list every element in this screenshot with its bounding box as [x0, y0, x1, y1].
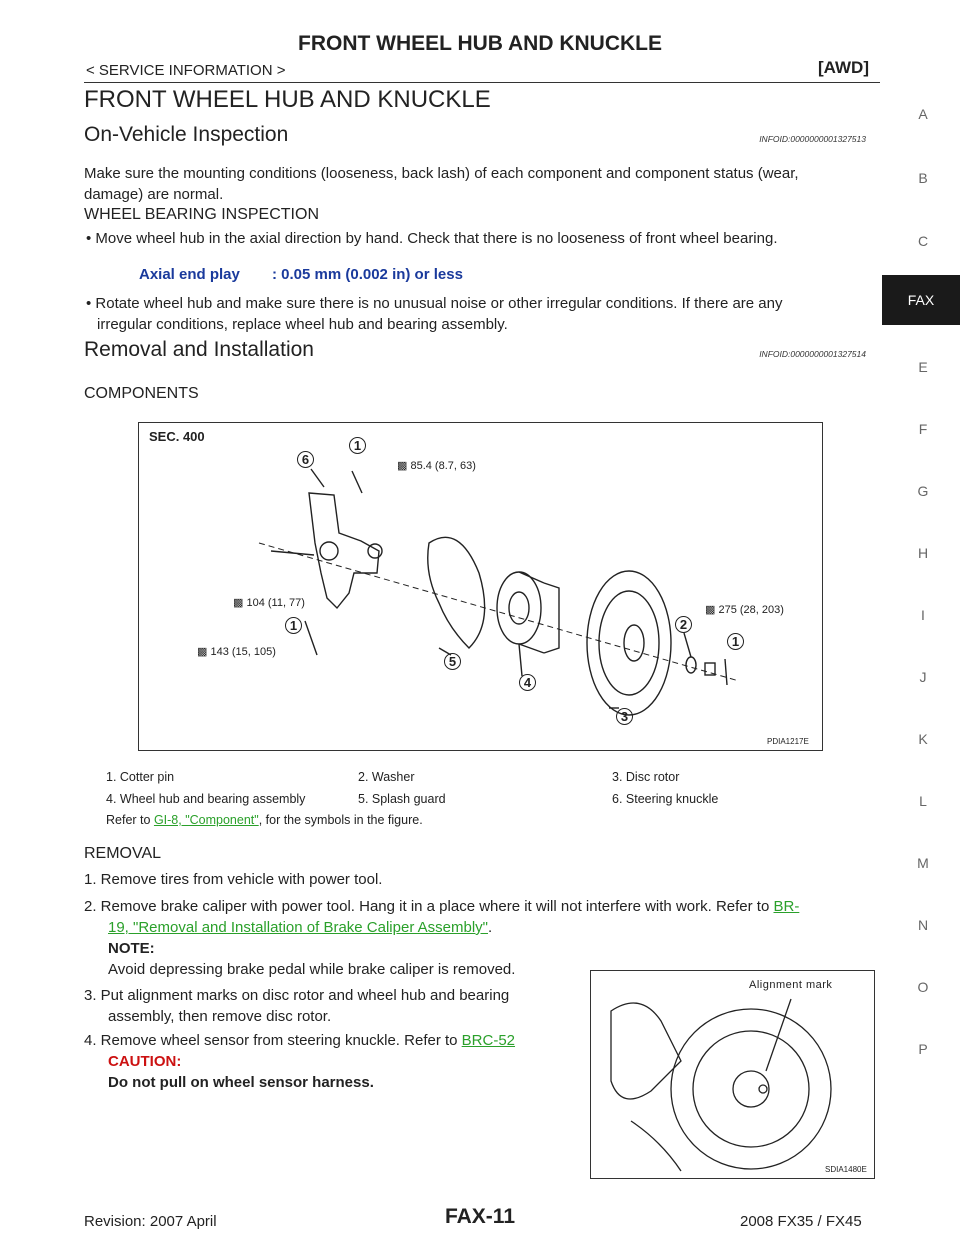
note-label: NOTE: — [108, 940, 155, 957]
caution-text: Do not pull on wheel sensor harness. — [108, 1074, 374, 1091]
section-letter[interactable]: K — [918, 731, 928, 747]
step-line: assembly, then remove disc rotor. — [108, 1008, 332, 1025]
header-divider — [84, 82, 880, 83]
legend-item: 2. Washer — [358, 770, 415, 784]
spec-value: : 0.05 mm (0.002 in) or less — [272, 266, 463, 283]
inspection-title: On-Vehicle Inspection — [84, 123, 289, 146]
legend-item: 1. Cotter pin — [106, 770, 175, 784]
intro-line: Make sure the mounting conditions (looseness, back lash) of each component and component status (wear, — [84, 165, 799, 182]
bearing-heading: WHEEL BEARING INSPECTION — [84, 206, 319, 223]
step-item: 1. Remove tires from vehicle with power tool. — [84, 871, 383, 888]
section-title: FRONT WHEEL HUB AND KNUCKLE — [84, 86, 491, 113]
callout-number: 2 — [675, 616, 692, 633]
legend-item: 4. Wheel hub and bearing assembly — [106, 792, 306, 806]
step-line: 3. Put alignment marks on disc rotor and wheel hub and bearing — [84, 987, 510, 1004]
figure-code: SDIA1480E — [825, 1165, 867, 1174]
alignment-figure — [590, 970, 875, 1179]
callout-number: 1 — [349, 437, 366, 454]
section-letter[interactable]: E — [918, 359, 928, 375]
section-letter[interactable]: G — [917, 483, 929, 499]
refer-text: Refer to — [106, 813, 154, 827]
step-item — [84, 896, 880, 980]
spec-label: Axial end play — [139, 266, 240, 283]
step-text: 4. Remove wheel sensor from steering knuckle. Refer to — [84, 1032, 462, 1049]
step-item — [84, 985, 580, 1027]
bullet-item: • Move wheel hub in the axial direction by hand. Check that there is no looseness of front wheel bearing. — [86, 230, 778, 247]
legend-item: 3. Disc rotor — [612, 770, 680, 784]
bullet-item — [86, 293, 882, 335]
callout-number: 1 — [727, 633, 744, 650]
breadcrumb: < SERVICE INFORMATION > — [86, 62, 286, 79]
section-number: SEC. 400 — [149, 429, 205, 444]
section-letter[interactable]: M — [917, 855, 929, 871]
legend-item: 6. Steering knuckle — [612, 792, 719, 806]
components-heading: COMPONENTS — [84, 385, 199, 402]
removal-title: Removal and Installation — [84, 338, 314, 361]
intro-line: damage) are normal. — [84, 186, 224, 203]
component-link[interactable]: GI-8, "Component" — [153, 813, 259, 827]
info-id: INFOID:0000000001327513 — [759, 134, 866, 144]
removal-heading: REMOVAL — [84, 845, 162, 862]
step-item — [84, 1030, 580, 1093]
section-letter[interactable]: F — [918, 421, 928, 437]
section-letter[interactable]: A — [918, 106, 928, 122]
model-name: 2008 FX35 / FX45 — [740, 1213, 862, 1230]
variant-label: [AWD] — [818, 58, 869, 77]
torque-label: ▩ 275 (28, 203) — [705, 604, 784, 616]
step-text: 2. Remove brake caliper with power tool. Hang it in a place where it will not interfere with work. Refer to — [84, 898, 774, 915]
legend-item: 5. Splash guard — [358, 792, 446, 806]
alignment-diagram — [591, 971, 874, 1178]
inspection-intro — [84, 163, 880, 205]
exploded-diagram — [139, 423, 822, 750]
page-number: FAX-11 — [444, 1205, 516, 1228]
section-letter-active[interactable]: FAX — [882, 275, 960, 325]
info-id: INFOID:0000000001327514 — [759, 349, 866, 359]
step-text: . — [488, 919, 493, 936]
revision-date: Revision: 2007 April — [84, 1213, 217, 1230]
page-header-title: FRONT WHEEL HUB AND KNUCKLE — [298, 32, 662, 55]
section-letter[interactable]: C — [917, 233, 929, 249]
figure-code: PDIA1217E — [767, 737, 809, 746]
brake-caliper-link[interactable]: 19, "Removal and Installation of Brake Caliper Assembly" — [108, 919, 489, 936]
bullet-line: irregular conditions, replace wheel hub and bearing assembly. — [97, 316, 508, 333]
note-text: Avoid depressing brake pedal while brake caliper is removed. — [108, 961, 516, 978]
components-figure — [138, 422, 823, 751]
wheel-sensor-link[interactable]: BRC-52 — [461, 1032, 516, 1049]
section-letter[interactable]: N — [917, 917, 929, 933]
alignment-mark-label: Alignment mark — [749, 979, 833, 991]
legend-reference — [106, 813, 423, 827]
callout-number: 1 — [285, 617, 302, 634]
section-letter[interactable]: B — [918, 170, 928, 186]
callout-number: 5 — [444, 653, 461, 670]
bullet-line: • Rotate wheel hub and make sure there is no unusual noise or other irregular conditions. If there are any — [86, 295, 783, 312]
section-letter[interactable]: P — [918, 1041, 928, 1057]
section-letter[interactable]: L — [919, 793, 927, 809]
section-letter[interactable]: I — [921, 607, 925, 623]
section-letter[interactable]: O — [917, 979, 929, 995]
brake-caliper-link[interactable]: BR- — [773, 898, 800, 915]
callout-number: 4 — [519, 674, 536, 691]
callout-number: 3 — [616, 708, 633, 725]
callout-number: 6 — [297, 451, 314, 468]
torque-label: ▩ 143 (15, 105) — [197, 646, 276, 658]
torque-label: ▩ 85.4 (8.7, 63) — [397, 460, 476, 472]
refer-text: , for the symbols in the figure. — [258, 813, 423, 827]
torque-label: ▩ 104 (11, 77) — [233, 597, 305, 609]
section-letter[interactable]: H — [917, 545, 929, 561]
caution-label: CAUTION: — [108, 1053, 182, 1070]
section-index-sidebar — [886, 0, 960, 1242]
section-letter[interactable]: J — [919, 669, 927, 685]
